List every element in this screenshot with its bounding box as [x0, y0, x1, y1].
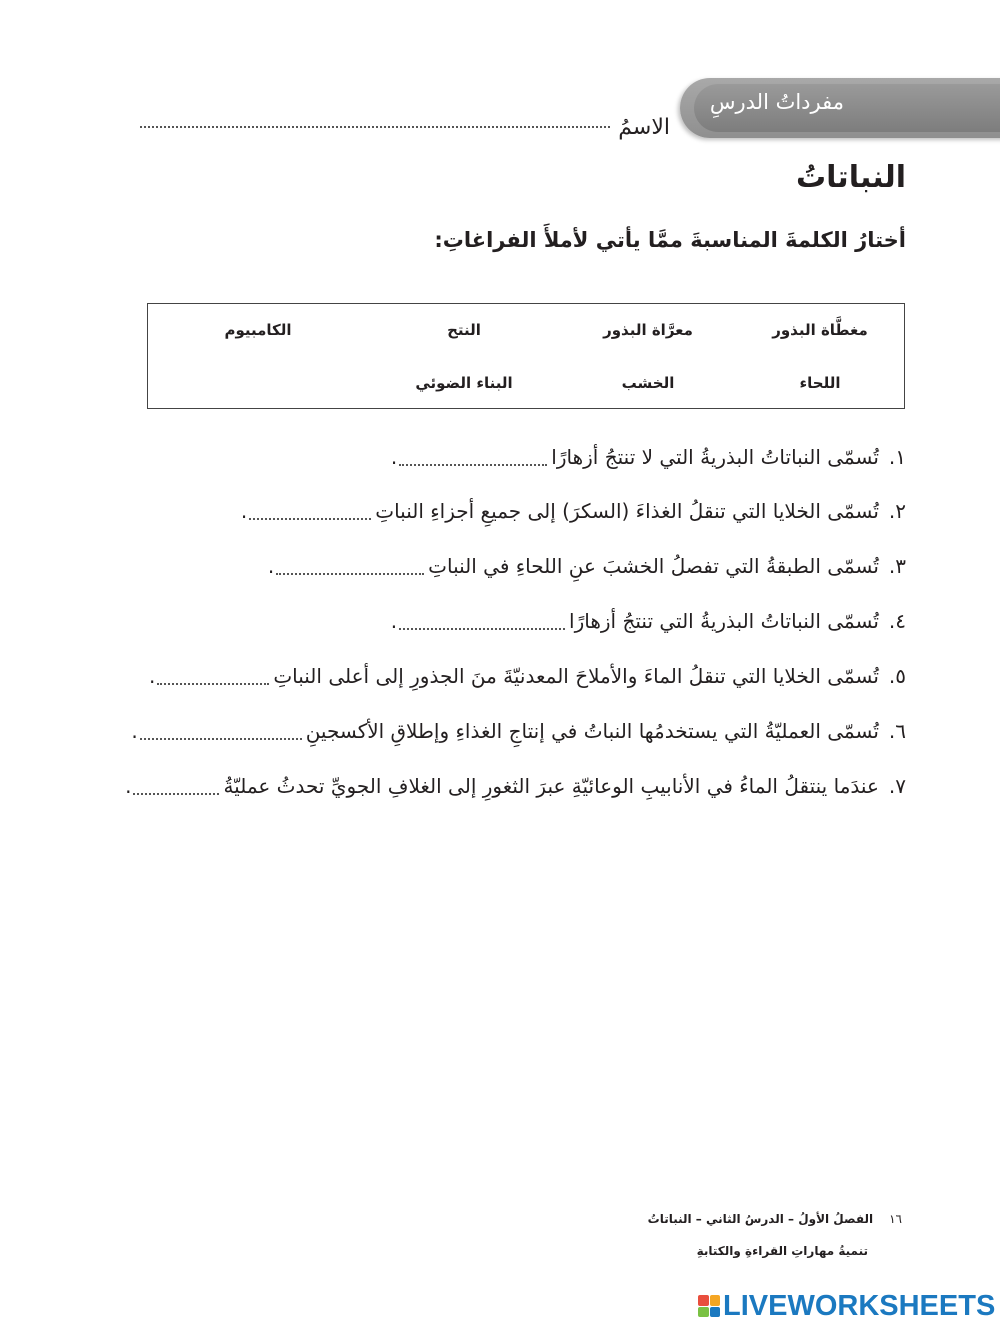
question-text: تُسمّى الطبقةُ التي تفصلُ الخشبَ عنِ اللحاءِ في النباتِ [428, 554, 879, 578]
question-7 [125, 766, 906, 806]
question-end: . [125, 774, 132, 798]
question-end: . [131, 719, 138, 743]
page-title: النباتاتُ [796, 160, 906, 195]
answer-blank-6[interactable] [140, 737, 302, 740]
question-number: ٦. [888, 719, 906, 743]
word-bank-word: البناء الضوئي [415, 374, 513, 392]
word-bank-word: اللحاء [799, 374, 841, 392]
answer-blank-3[interactable] [276, 572, 424, 575]
question-number: ١. [888, 445, 906, 469]
liveworksheets-logo[interactable] [698, 1292, 995, 1320]
question-number: ٤. [888, 609, 906, 633]
question-6 [131, 711, 906, 751]
page-number: ١٦ [889, 1212, 902, 1226]
name-dotted-line[interactable] [140, 125, 610, 128]
answer-blank-5[interactable] [157, 682, 269, 685]
answer-blank-7[interactable] [133, 792, 219, 795]
question-1 [391, 437, 906, 477]
footer-chapter [648, 1212, 902, 1226]
word-bank-word: النتح [447, 321, 481, 339]
question-text: تُسمّى النباتاتُ البذريةُ التي لا تنتجُ أزهارًا [551, 445, 879, 469]
answer-blank-2[interactable] [249, 517, 371, 520]
question-end: . [148, 664, 156, 688]
question-4 [391, 601, 906, 641]
question-text: تُسمّى الخلايا التي تنقلُ الغذاءَ (السكرَ) إلى جميعِ أجزاءِ النباتِ [375, 499, 879, 523]
word-bank-word: معرَّاة البذور [603, 321, 693, 339]
liveworksheets-logo-icon [698, 1295, 720, 1317]
question-3 [268, 546, 906, 586]
question-number: ٧. [888, 774, 906, 798]
word-bank-word: الكامبيوم [224, 321, 292, 339]
question-5 [149, 656, 906, 696]
question-end: . [390, 609, 398, 633]
question-2 [241, 491, 906, 531]
question-number: ٢. [888, 499, 906, 523]
question-end: . [390, 445, 398, 469]
liveworksheets-logo-text: LIVEWORKSHEETS [723, 1290, 996, 1322]
question-text: تُسمّى الخلايا التي تنقلُ الماءَ والأملاحَ المعدنيّةَ منَ الجذورِ إلى أعلى النباتِ [273, 664, 879, 688]
question-text: تُسمّى النباتاتُ البذريةُ التي تنتجُ أزهارًا [569, 609, 879, 633]
answer-blank-1[interactable] [399, 463, 547, 466]
instruction-text: أختارُ الكلمةَ المناسبةَ ممَّا يأتي لأملأَ الفراغاتِ: [434, 228, 906, 252]
question-text: تُسمّى العمليّةُ التي يستخدمُها النباتُ في إنتاجِ الغذاءِ وإطلاقِ الأكسجينِ [305, 719, 879, 743]
name-label: الاسمُ [618, 115, 670, 140]
book-title: تنميةُ مهاراتِ القراءةِ والكتابةِ [696, 1244, 868, 1258]
question-end: . [267, 554, 275, 578]
chapter-line: الفصلُ الأولُ – الدرسُ الثاني – النباتاتُ [647, 1212, 874, 1226]
word-bank [147, 303, 905, 409]
lesson-tab-label: مفرداتُ الدرسِ [709, 90, 844, 114]
word-bank-word: مغطَّاة البذور [772, 321, 868, 339]
question-text: عندَما ينتقلُ الماءُ في الأنابيبِ الوعائيّةِ عبرَ الثغورِ إلى الغلافِ الجويِّ تحدثُ عمليّةُ [223, 774, 879, 798]
name-field[interactable] [140, 104, 670, 140]
question-end: . [240, 499, 248, 523]
answer-blank-4[interactable] [399, 627, 565, 630]
word-bank-word: الخشب [621, 374, 675, 392]
question-number: ٥. [888, 664, 906, 688]
question-number: ٣. [888, 554, 906, 578]
